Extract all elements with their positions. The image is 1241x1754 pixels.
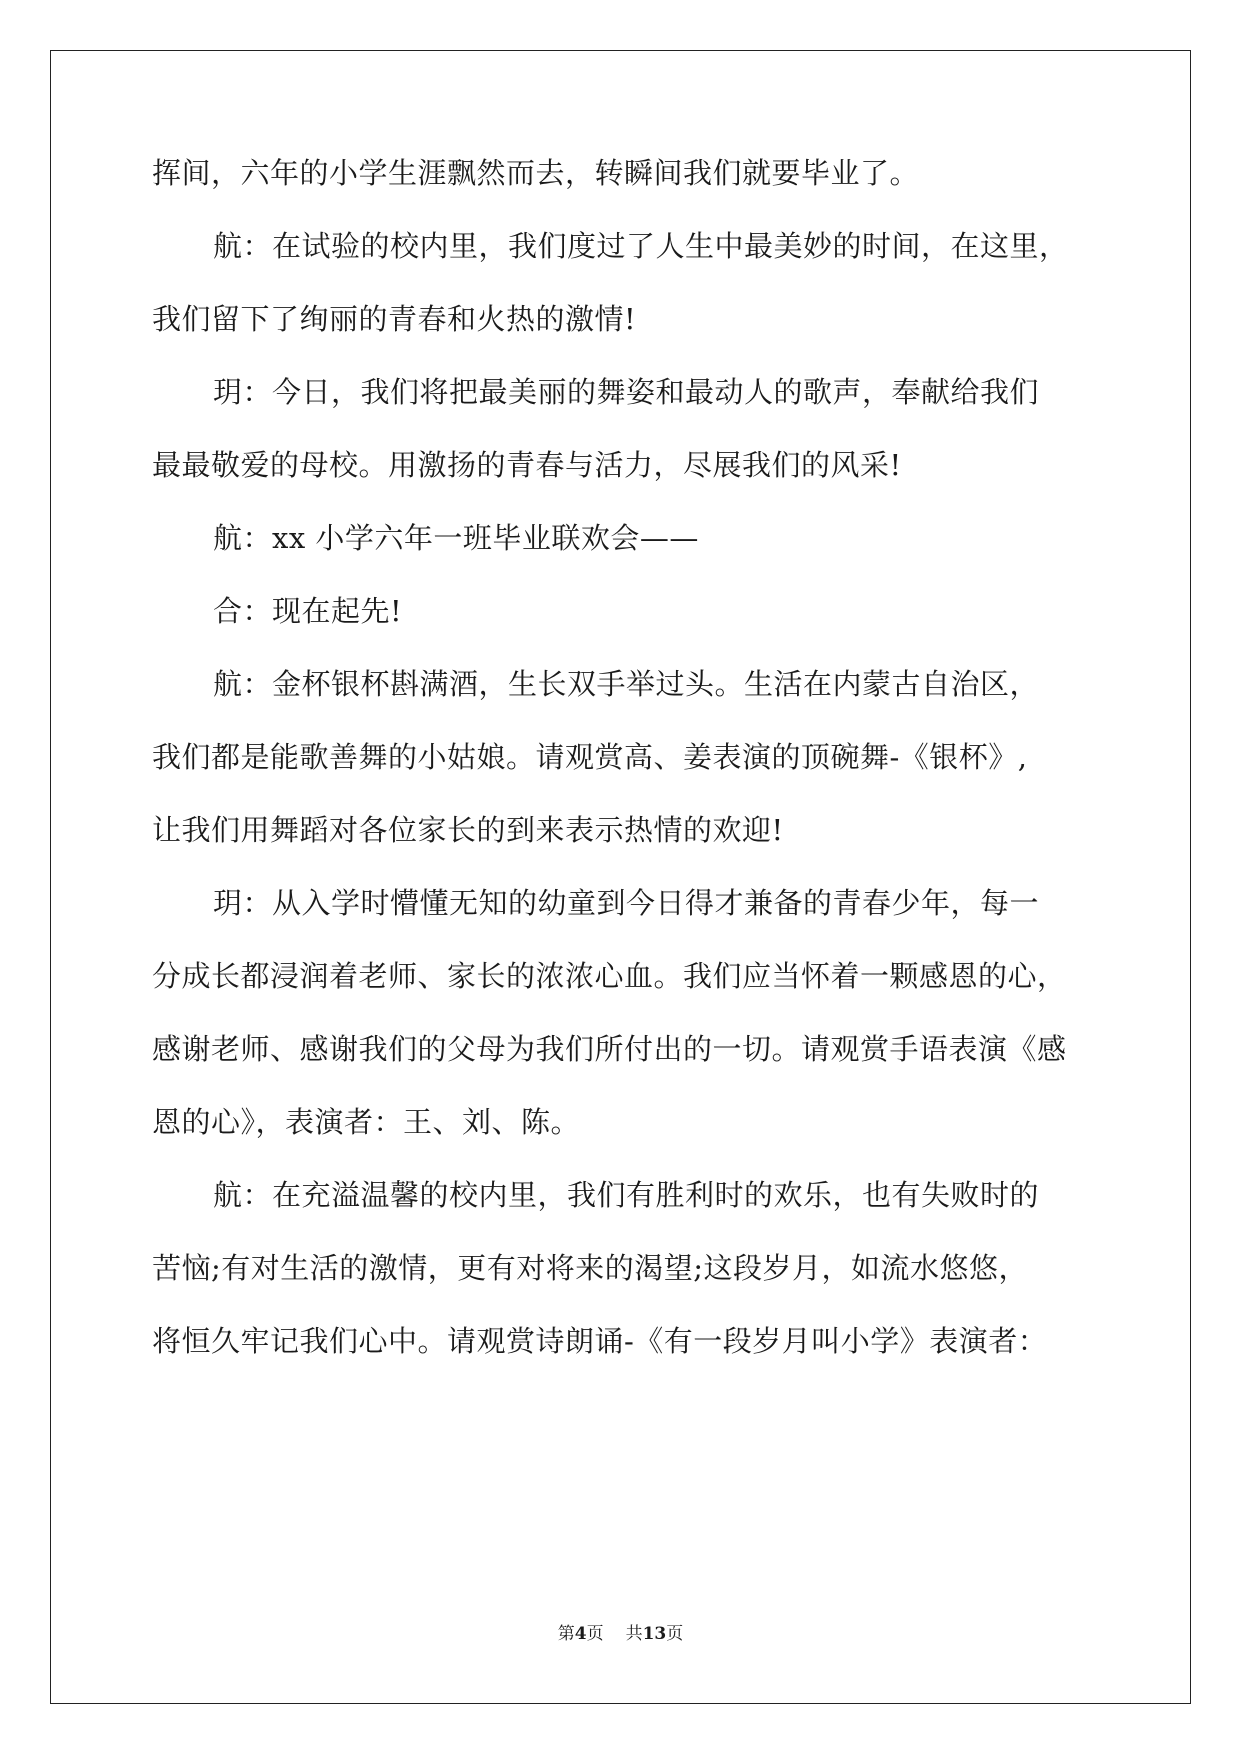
text-line: 感谢老师、感谢我们的父母为我们所付出的一切。请观赏手语表演《感 xyxy=(152,1032,1067,1066)
text-line: 合：现在起先! xyxy=(213,594,403,628)
footer-prefix: 第 xyxy=(557,1624,575,1644)
text-line: 航：金杯银杯斟满酒，生长双手举过头。生活在内蒙古自治区， xyxy=(213,667,1040,701)
text-line: 我们都是能歌善舞的小姑娘。请观赏高、姜表演的顶碗舞-《银杯》, xyxy=(152,740,1028,774)
current-page-number: 4 xyxy=(574,1624,587,1644)
text-line: 玥：今日，我们将把最美丽的舞姿和最动人的歌声，奉献给我们 xyxy=(213,375,1040,409)
text-line: 恩的心》，表演者：王、刘、陈。 xyxy=(152,1105,581,1139)
text-line: 分成长都浸润着老师、家长的浓浓心血。我们应当怀着一颗感恩的心， xyxy=(152,959,1067,993)
text-line: 苦恼;有对生活的激情，更有对将来的渴望;这段岁月，如流水悠悠， xyxy=(152,1251,1029,1285)
footer-page-suffix: 页 xyxy=(586,1624,604,1644)
footer-total-prefix: 共 xyxy=(625,1624,643,1644)
text-line: 航：在试验的校内里，我们度过了人生中最美妙的时间，在这里， xyxy=(213,229,1069,263)
text-line: 玥：从入学时懵懂无知的幼童到今日得才兼备的青春少年，每一 xyxy=(213,886,1040,920)
text-line: 挥间，六年的小学生涯飘然而去，转瞬间我们就要毕业了。 xyxy=(152,156,920,190)
total-page-count: 13 xyxy=(642,1624,667,1644)
text-line: 我们留下了绚丽的青春和火热的激情! xyxy=(152,302,637,336)
text-line: 让我们用舞蹈对各位家长的到来表示热情的欢迎! xyxy=(152,813,784,847)
text-line: 将恒久牢记我们心中。请观赏诗朗诵-《有一段岁月叫小学》表演者： xyxy=(152,1324,1048,1358)
page-footer xyxy=(0,1624,1241,1644)
text-line: 航：xx 小学六年一班毕业联欢会—— xyxy=(213,521,699,555)
page-border xyxy=(50,50,1191,1704)
text-line: 航：在充溢温馨的校内里，我们有胜利时的欢乐，也有失败时的 xyxy=(213,1178,1040,1212)
text-line: 最最敬爱的母校。用激扬的青春与活力，尽展我们的风采! xyxy=(152,448,902,482)
footer-total-suffix: 页 xyxy=(666,1624,684,1644)
